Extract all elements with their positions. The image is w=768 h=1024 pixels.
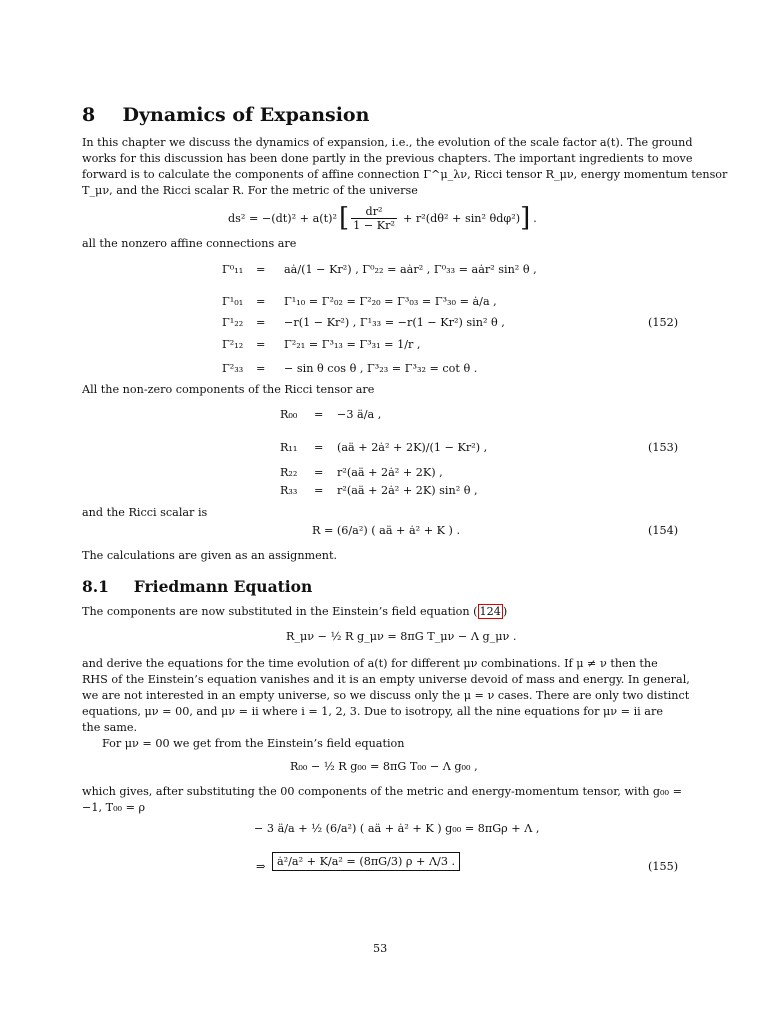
metric-lhs: ds² = −(dt)² + a(t)² (228, 211, 337, 225)
intro-line-2: works for this discussion has been done partly in the previous chapters. The important ingredients to move (82, 152, 693, 165)
affine-rhs-2: −r(1 − Kr²) , Γ¹₃₃ = −r(1 − Kr²) sin² θ , (284, 316, 505, 329)
left-bracket: [ (339, 203, 350, 233)
friedmann-intro-close: ) (502, 605, 508, 618)
ricci-rhs-2: r²(aä + 2ȧ² + 2K) , (337, 466, 443, 479)
affine-lhs-4: Γ²₃₃ (222, 362, 244, 375)
scalar-intro: and the Ricci scalar is (82, 506, 208, 519)
ricci-rel-3: = (314, 484, 324, 497)
ricci-rel-1: = (314, 441, 324, 454)
subsection-title: Friedmann Equation (133, 577, 313, 596)
affine-lhs-1: Γ¹₀₁ (222, 295, 244, 308)
eq-number-152: (152) (648, 316, 679, 329)
friedmann-intro-text: The components are now substituted in the Einstein’s field equation ( (82, 605, 478, 618)
subsection-heading (82, 577, 312, 596)
affine-rel-0: = (256, 263, 266, 276)
affine-rhs-1: Γ¹₁₀ = Γ²₀₂ = Γ²₂₀ = Γ³₀₃ = Γ³₃₀ = ȧ/a , (284, 295, 497, 308)
metric-frac-den: 1 − Kr² (353, 218, 395, 232)
substituted-equation: − 3 ä/a + ½ (6/a²) ( aä + ȧ² + K ) g₀₀ = 8πGρ + Λ , (254, 822, 540, 835)
ricci-lhs-1: R₁₁ (280, 441, 298, 454)
derive-line-4: equations, μν = 00, and μν = ii where i = 1, 2, 3. Due to isotropy, all the nine equations for μν = ii are (82, 705, 663, 718)
affine-rel-4: = (256, 362, 266, 375)
ricci-rhs-0: −3 ä/a , (337, 408, 382, 421)
metric-fraction (351, 205, 397, 232)
ricci-rel-0: = (314, 408, 324, 421)
metric-period: . (533, 211, 537, 225)
affine-rel-3: = (256, 338, 266, 351)
derive-line-1: and derive the equations for the time evolution of a(t) for different μν combinations. If μ ≠ ν then the (82, 657, 658, 670)
affine-lhs-2: Γ¹₂₂ (222, 316, 244, 329)
eq-number-154: (154) (648, 524, 679, 537)
equation-reference-link[interactable]: 124 (479, 605, 501, 618)
intro-line-1: In this chapter we discuss the dynamics of expansion, i.e., the evolution of the scale factor a(t). The ground (82, 136, 693, 149)
affine-lhs-3: Γ²₁₂ (222, 338, 244, 351)
eq-00-component: R₀₀ − ½ R g₀₀ = 8πG T₀₀ − Λ g₀₀ , (290, 760, 478, 773)
section-number: 8 (82, 104, 96, 126)
subsection-number: 8.1 (82, 577, 109, 596)
eq-number-155: (155) (648, 860, 679, 873)
ricci-lhs-2: R₂₂ (280, 466, 298, 479)
metric-frac-num: dr² (365, 204, 383, 218)
ricci-rhs-3: r²(aä + 2ȧ² + 2K) sin² θ , (337, 484, 478, 497)
einstein-field-equation: R_μν − ½ R g_μν = 8πG T_μν − Λ g_μν . (286, 630, 517, 643)
ricci-intro: All the non-zero components of the Ricci tensor are (82, 383, 375, 396)
gives-line-2: −1, T₀₀ = ρ (82, 801, 146, 814)
affine-rel-2: = (256, 316, 266, 329)
metric-equation (228, 200, 537, 236)
friedmann-equation-box: ȧ²/a² + K/a² = (8πG/3) ρ + Λ/3 . (272, 852, 460, 871)
friedmann-intro (82, 604, 507, 620)
ricci-rel-2: = (314, 466, 324, 479)
ricci-lhs-3: R₃₃ (280, 484, 298, 497)
implies-arrow: ⇒ (256, 860, 266, 873)
intro-line-3: forward is to calculate the components of affine connection Γ^μ_λν, Ricci tensor R_μν, energy momentum tensor (82, 168, 728, 181)
section-heading (82, 104, 369, 126)
mu00-intro: For μν = 00 we get from the Einstein’s field equation (102, 737, 405, 750)
right-bracket: ] (520, 203, 531, 233)
page-number: 53 (373, 942, 388, 955)
derive-line-2: RHS of the Einstein’s equation vanishes and it is an empty universe devoid of mass and energy. In general, (82, 673, 690, 686)
affine-rhs-3: Γ²₂₁ = Γ³₁₃ = Γ³₃₁ = 1/r , (284, 338, 421, 351)
affine-rel-1: = (256, 295, 266, 308)
ricci-rhs-1: (aä + 2ȧ² + 2K)/(1 − Kr²) , (337, 441, 488, 454)
eq-number-153: (153) (648, 441, 679, 454)
assignment-note: The calculations are given as an assignment. (82, 549, 338, 562)
affine-rhs-0: aȧ/(1 − Kr²) , Γ⁰₂₂ = aȧr² , Γ⁰₃₃ = aȧr² sin² θ , (284, 263, 537, 276)
ricci-lhs-0: R₀₀ (280, 408, 298, 421)
metric-rest: + r²(dθ² + sin² θdφ²) (402, 211, 521, 225)
affine-lhs-0: Γ⁰₁₁ (222, 263, 244, 276)
section-title: Dynamics of Expansion (122, 104, 370, 126)
ricci-scalar-equation: R = (6/a²) ( aä + ȧ² + K ) . (312, 524, 461, 537)
derive-line-3: we are not interested in an empty universe, so we discuss only the μ = ν cases. There are only two distinct (82, 689, 690, 702)
intro-line-4: T_μν, and the Ricci scalar R. For the metric of the universe (82, 184, 418, 197)
affine-rhs-4: − sin θ cos θ , Γ³₂₃ = Γ³₃₂ = cot θ . (284, 362, 478, 375)
gives-line-1: which gives, after substituting the 00 components of the metric and energy-momentum tensor, with g₀₀ = (82, 785, 682, 798)
derive-line-5: the same. (82, 721, 138, 734)
affine-intro: all the nonzero affine connections are (82, 237, 297, 250)
